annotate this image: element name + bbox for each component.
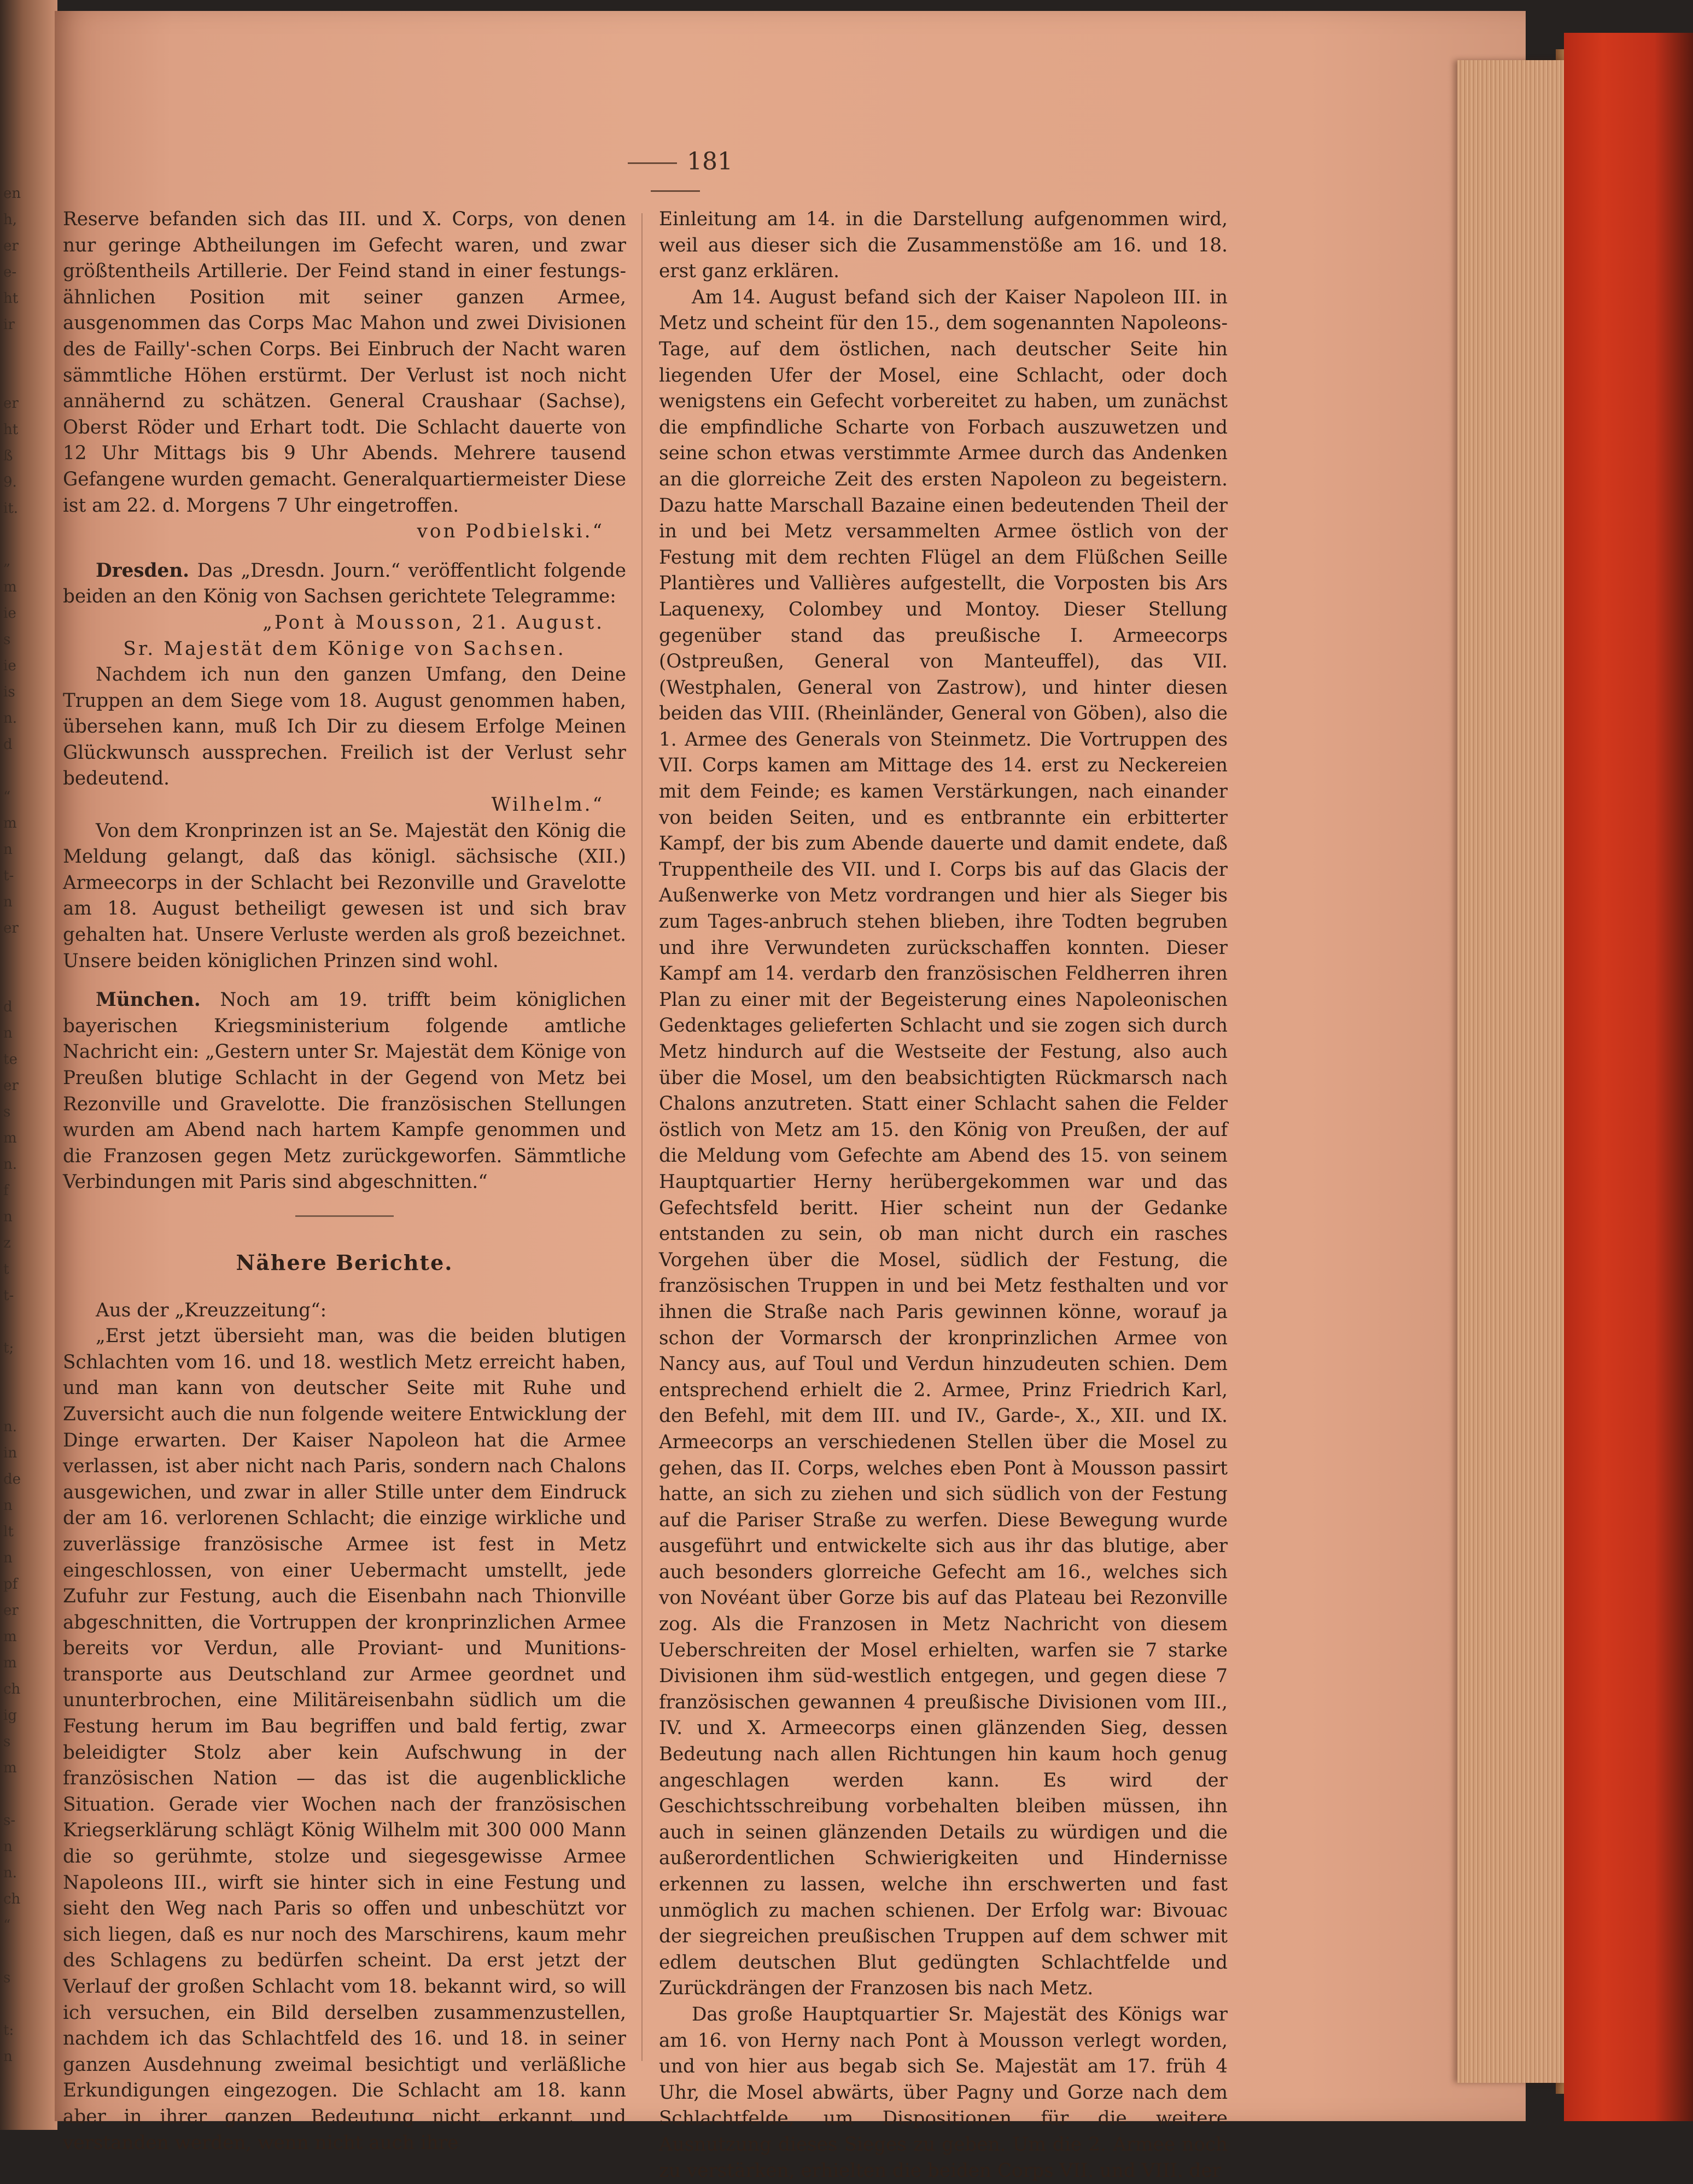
munchen-heading: München. — [96, 989, 201, 1011]
page-number-header — [593, 148, 757, 203]
right-column — [659, 207, 1228, 2184]
facing-page-fragment: te — [3, 1051, 17, 1068]
facing-page-fragment: s — [3, 1970, 11, 1986]
column-divider — [641, 213, 643, 2061]
header-dash-left — [628, 162, 677, 164]
facing-page-fragment: f — [3, 1182, 9, 1199]
facing-page-fragment: er — [3, 920, 19, 936]
facing-page-fragment: t- — [3, 868, 14, 884]
facing-page-fragment: m — [3, 1629, 17, 1645]
signature-podbielski: von Podbielski.“ — [417, 520, 604, 543]
facing-page-fragment: er — [3, 1078, 19, 1094]
facing-page-fragment: er — [3, 1602, 19, 1619]
section-rule — [295, 1215, 394, 1217]
facing-page-fragment: ir — [3, 317, 15, 333]
facing-page-fragment: s — [3, 1104, 11, 1120]
facing-page-fragment: 9. — [3, 474, 17, 490]
right-paragraph-2: Am 14. August befand sich der Kaiser Napoleon III. in Metz und scheint für den 15., dem sogenannten Napoleons-Tage, auf dem östlichen, nach deutscher Seite hin liegenden Ufer der Mosel, eine Schlacht, oder doch wenigstens ein Gefecht vorbereitet zu haben, um zunächst die empfindliche Scharte von Forbach auszuwetzen und seine schon etwas verstimmte Armee durch das Andenken an die glorreiche Zeit des ersten Napoleon zu begeistern. Dazu hatte Marschall Bazaine einen bedeutenden Theil der in und bei Metz versammelten Armee östlich von der Festung mit dem rechten Flügel an dem Flüßchen Seille Plantières und Vallières aufgestellt, die Vorposten bis Ars Laquenexy, Colombey und Montoy. Dieser Stellung gegenüber stand das preußische I. Armeecorps (Ostpreußen, General von Manteuffel), das VII. (Westphalen, General von Zastrow), und hinter diesen beiden das VIII. (Rheinländer, General von Göben), also die 1. Armee des Generals von Steinmetz. Die Vortruppen des VII. Corps kamen am Mittage des 14. erst zu Neckereien mit dem Feinde; es kamen Verstärkungen, nach einander von beiden Seiten, und es entbrannte ein erbitterter Kampf, der bis zum Abende dauerte und damit endete, daß Truppentheile des VII. und I. Corps bis auf das Glacis der Außenwerke von Metz vordrangen und hier als Sieger bis zum Tages-anbruch stehen blieben, ihre Todten begruben und ihre Verwundeten zurückschaffen konnten. Dieser Kampf am 14. verdarb den französischen Feldherren ihren Plan zu einer mit der Begeisterung eines Napoleonischen Gedenktages gelieferten Schlacht und sie zogen sich durch Metz hindurch auf die Westseite der Festung, also auch über die Mosel, um den beabsichtigten Rückmarsch nach Chalons anzutreten. Statt einer Schlacht sahen die Felder östlich von Metz am 15. den König von Preußen, der auf die Meldung vom Gefechte am Abend des 15. von seinem Hauptquartier Herny herübergekommen war und das Gefechtsfeld beritt. Hier scheint nun der Gedanke entstanden zu sein, ob man nicht durch ein rasches Vorgehen über die Mosel, südlich der Festung, die französischen Truppen in und bei Metz festhalten und vor ihnen die Straße nach Paris gewinnen könne, worauf ja schon der Vormarsch der kronprinzlichen Armee von Nancy aus, auf Toul und Verdun hinzudeuten schien. Dem entsprechend erhielt die 2. Armee, Prinz Friedrich Karl, den Befehl, mit dem III. und IV., Garde-, X., XII. und IX. Armeecorps an verschiedenen Stellen über die Mosel zu gehen, das II. Corps, welches eben Pont à Mousson passirt hatte, an sich zu ziehen und sich südlich von der Festung auf die Pariser Straße zu werfen. Diese Bewegung wurde ausgeführt und entwickelte sich aus ihr das blutige, aber auch besonders glorreiche Gefecht am 16., welches sich von Novéant über Gorze bis auf das Plateau bei Rezonville zog. Als die Franzosen in Metz Nachricht von diesem Ueberschreiten der Mosel erhielten, warfen sie 7 starke Divisionen ihm süd-westlich entgegen, und gegen diese 7 französischen gewannen 4 preußische Divisionen vom III., IV. und X. Armeecorps einen glänzenden Sieg, dessen Bedeutung nach allen Richtungen hin kaum hoch genug angeschlagen werden kann. Es wird der Geschichtsschreibung vorbehalten bleiben müssen, ihn auch in seinen glänzenden Details zu würdigen und die außerordentlichen Schwierigkeiten und Hindernisse erkennen zu lassen, welche ihn erschwerten und fast unmöglich zu machen schienen. Der Erfolg war: Bivouac der siegreichen preußischen Truppen auf dem schwer mit edlem deutschen Blut gedüngten Schlachtfelde und Zurückdrängen der Franzosen bis nach Metz. — [659, 286, 1228, 2000]
facing-page-fragment: is — [3, 684, 15, 700]
facing-page-fragment: n. — [3, 1156, 17, 1173]
facing-page-fragment: n — [3, 1838, 13, 1855]
munchen-paragraph — [63, 987, 626, 1196]
facing-page-fragment: t- — [3, 1287, 14, 1304]
facing-page-fragment: de — [3, 1471, 21, 1488]
signature-wilhelm: Wilhelm.“ — [491, 794, 604, 816]
facing-page-fragment: m — [3, 1760, 17, 1776]
facing-page-fragment: s- — [3, 1812, 16, 1829]
telegram-text: Nachdem ich nun den ganzen Umfang, den Deine Truppen an dem Siege vom 18. August genommen haben, übersehen kann, muß Ich Dir zu diesem Erfolge Meinen Glückwunsch aussprechen. Freilich ist der Verlust sehr bedeutend. — [63, 664, 626, 790]
facing-page-fragment: n. — [3, 1419, 17, 1435]
facing-page-fragment: n — [3, 1025, 13, 1041]
header-dash-right — [651, 190, 700, 192]
munchen-text: Noch am 19. trifft beim königlichen bayerischen Kriegsministerium folgende amtliche Nachricht ein: „Gestern unter Sr. Majestät dem Könige von Preußen blutige Schlacht in der Gegend von Metz bei Rezonville und Gravelotte. Die französischen Stellungen wurden am Abend nach hartem Kampfe genommen und die Franzosen gegen Metz zurückgeworfen. Sämmtliche Verbindungen mit Paris sind abgeschnitten.“ — [63, 989, 626, 1193]
facing-page-fragment: “ — [3, 789, 11, 805]
facing-page-fragment: pf — [3, 1576, 18, 1592]
facing-page-fragment: s — [3, 1734, 11, 1750]
facing-page-fragment: ß — [3, 448, 13, 464]
facing-page-fragment: ie — [3, 605, 16, 622]
facing-page-fragment: er — [3, 395, 19, 412]
right-paragraph-3: Das große Hauptquartier Sr. Majestät des Königs war am 16. von Herny nach Pont à Mousson verlegt worden, und von hier aus begab sich Se. Majestät am 17. früh 4 Uhr, die Mosel abwärts, über Pagny und Gorze nach dem Schlachtfelde, um Dispositionen für die weitere Ausnutzung dieses Sieges zu geben. Um die 2. Armee noch zu verstärken, erhielten die beiden Corps VII. und VIII. der — [659, 2003, 1228, 2182]
telegram-dateline: „Pont à Mousson, 21. August. — [262, 611, 604, 634]
right-paragraph-1: Einleitung am 14. in die Darstellung aufgenommen wird, weil aus dieser sich die Zusammenstöße am 16. und 18. erst ganz erklären. — [659, 208, 1228, 283]
facing-page-fragment: t; — [3, 1340, 14, 1356]
facing-page-fragment: en — [3, 185, 21, 202]
facing-page-fragment: ht — [3, 290, 19, 307]
facing-page-fragment: it. — [3, 500, 19, 517]
facing-page-fragment: “ — [3, 1917, 11, 1934]
facing-page-fragment: n — [3, 894, 13, 910]
facing-page-fragment: m — [3, 579, 17, 595]
facing-page-fragment: d — [3, 736, 13, 753]
facing-page-fragment: s — [3, 631, 11, 648]
facing-page-fragment: er — [3, 238, 19, 254]
facing-page-fragment: t: — [3, 2022, 14, 2039]
facing-page-fragment: ht — [3, 421, 19, 438]
kronprinz-paragraph: Von dem Kronprinzen ist an Se. Majestät den König die Meldung gelangt, daß das königl. sächsische (XII.) Armeecorps in der Schlacht bei Rezonville und Gravelotte am 18. August betheiligt gewesen ist und sich brav gehalten hat. Unsere Verluste werden als groß bezeichnet. Unsere beiden königlichen Prinzen sind wohl. — [63, 819, 626, 972]
facing-page-fragment: n. — [3, 710, 17, 727]
previous-page-edge — [0, 0, 57, 2130]
facing-page-fragment: in — [3, 1445, 17, 1461]
report-continuation: Reserve befanden sich das III. und X. Corps, von denen nur geringe Abtheilungen im Gefecht waren, und zwar größtentheils Artillerie. Der Feind stand in einer festungs-ähnlichen Position mit seiner ganzen Armee, ausgenommen das Corps Mac Mahon und zwei Divisionen des de Failly'-schen Corps. Bei Einbruch der Nacht waren sämmtliche Höhen erstürmt. Der Verlust ist noch nicht annähernd zu schätzen. General Craushaar (Sachse), Oberst Röder und Erhart todt. Die Schlacht dauerte von 12 Uhr Mittags bis 9 Uhr Abends. Mehrere tausend Gefangene wurden gemacht. Generalquartiermeister Diese ist am 22. d. Morgens 7 Uhr eingetroffen. — [63, 208, 626, 517]
facing-page-fragment: m — [3, 1130, 17, 1146]
section-heading: Nähere Berichte. — [236, 1250, 453, 1275]
facing-page-fragment: n — [3, 841, 13, 858]
page-number: 181 — [687, 148, 733, 175]
facing-page-fragment: m — [3, 1655, 17, 1671]
facing-page-fragment: n — [3, 1497, 13, 1514]
facing-page-fragment: lt — [3, 1524, 14, 1540]
facing-page-fragment: z — [3, 1235, 11, 1251]
facing-page-fragment: n. — [3, 1865, 17, 1881]
facing-page-fragment: t — [3, 1261, 9, 1278]
facing-page-fragment: n — [3, 1550, 13, 1566]
facing-page-fragment: ch — [3, 1891, 21, 1907]
facing-page-fragment: n — [3, 2048, 13, 2065]
facing-page-fragment: ch — [3, 1681, 21, 1697]
dresden-text: Das „Dresdn. Journ.“ veröffentlicht folgende beiden an den König von Sachsen gerichtete Telegramme: — [63, 559, 626, 608]
page-stack-edge — [1457, 60, 1567, 2083]
telegram-address: Sr. Majestät dem Könige von Sachsen. — [123, 637, 566, 660]
dresden-paragraph — [63, 558, 626, 610]
facing-page-fragment: „ — [3, 553, 11, 569]
dresden-heading: Dresden. — [96, 559, 190, 582]
facing-page-fragment: m — [3, 815, 17, 832]
kreuzzeitung-paragraph: „Erst jetzt übersieht man, was die beiden blutigen Schlachten vom 16. und 18. westlich Metz erreicht haben, und man kann von deutscher Seite mit Ruhe und Zuversicht auch die nun folgende weitere Entwicklung der Dinge erwarten. Der Kaiser Napoleon hat die Armee verlassen, ist aber nicht nach Paris, sondern nach Chalons ausgewichen, und zwar in aller Stille unter dem Eindruck der am 16. verlorenen Schlacht; die einzige wirkliche und zuverlässige französische Armee ist fest in Metz eingeschlossen, von einer Uebermacht umstellt, jede Zufuhr zur Festung, auch die Eisenbahn nach Thionville abgeschnitten, die Vortruppen der kronprinzlichen Armee bereits vor Verdun, alle Proviant- und Munitions-transporte aus Deutschland zur Armee geordnet und ununterbrochen, eine Militäreisenbahn südlich um die Festung herum im Bau begriffen und bald fertig, zwar beleidigter Stolz aber kein Aufschwung in der französischen Nation — das ist die augenblickliche Situation. Gerade vier Wochen nach der französischen Kriegserklärung schlägt König Wilhelm mit 300 000 Mann die so gerühmte, stolze und siegesgewisse Armee Napoleons III., wirft sie hinter sich in eine Festung und sieht den Weg nach Paris so offen und unbeschützt vor sich liegen, daß es nur noch des Marschirens, kaum mehr des Schlagens zu bedürfen scheint. Da erst jetzt der Verlauf der großen Schlacht vom 18. bekannt wird, so will ich versuchen, ein Bild derselben zusammenzustellen, nachdem ich das Schlachtfeld des 16. und 18. in seiner ganzen Ausdehnung zweimal besichtigt und verläßliche Erkundigungen eingezogen. Die Schlacht am 18. kann aber in ihrer ganzen Bedeutung nicht erkannt und verstanden werden, wenn nicht auch ihre — [63, 1325, 626, 2154]
facing-page-fragment: d — [3, 999, 13, 1015]
facing-page-fragment: e- — [3, 264, 17, 280]
source-line: Aus der „Kreuzzeitung“: — [96, 1299, 327, 1321]
left-column — [63, 207, 626, 2156]
facing-page-fragment: ie — [3, 658, 16, 674]
red-book-cover — [1564, 33, 1693, 2121]
facing-page-fragment: h, — [3, 212, 17, 228]
facing-page-fragment: n — [3, 1209, 13, 1225]
facing-page-fragment: ig — [3, 1707, 17, 1724]
